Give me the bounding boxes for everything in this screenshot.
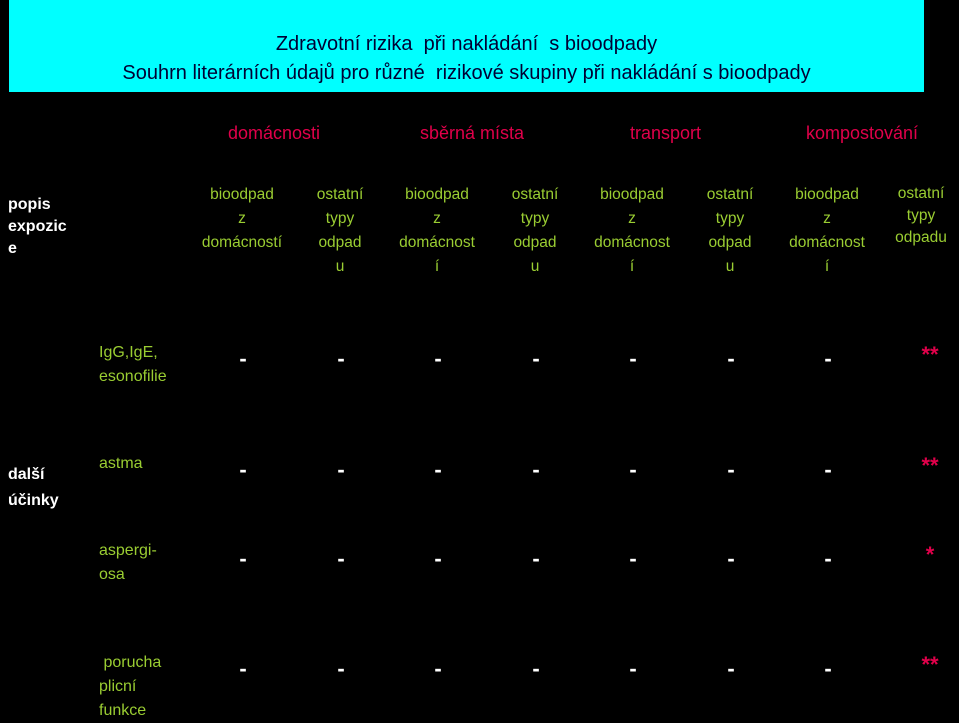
popis-line: e — [8, 240, 17, 257]
value-cell: - — [629, 346, 637, 371]
value-cell: - — [532, 346, 540, 371]
popis-line: popis — [8, 196, 51, 213]
value-cell: - — [434, 457, 442, 482]
col-line: í — [629, 258, 635, 275]
value-cell: - — [532, 457, 540, 482]
value-cell: - — [337, 346, 345, 371]
col-line: typy — [325, 210, 355, 227]
value-cell: - — [434, 346, 442, 371]
group-transport: transport — [630, 123, 702, 143]
col-line: u — [335, 258, 345, 275]
col-line: u — [725, 258, 735, 275]
value-cell: - — [629, 656, 637, 681]
col-line: typy — [906, 207, 936, 224]
value-cell: - — [629, 457, 637, 482]
column-header — [782, 183, 872, 279]
col-line: odpad — [513, 234, 557, 251]
column-header — [490, 183, 580, 279]
effect-line: aspergi- — [99, 542, 157, 559]
effect-line: IgG,IgE, — [99, 344, 158, 361]
value-cell: - — [239, 656, 247, 681]
effect-line: plicní — [99, 678, 137, 695]
col-line: domácnost — [399, 234, 475, 251]
value-cell: - — [727, 346, 735, 371]
value-cell: - — [727, 656, 735, 681]
col-line: domácnost — [789, 234, 865, 251]
col-line: odpad — [708, 234, 752, 251]
significance-marker: * — [925, 542, 935, 567]
col-line: ostatní — [316, 186, 364, 203]
column-header — [587, 183, 677, 279]
value-cell: - — [337, 457, 345, 482]
value-cell: - — [727, 457, 735, 482]
value-cell: - — [824, 457, 832, 482]
col-line: z — [628, 210, 636, 227]
effect-line: funkce — [99, 702, 147, 719]
value-cell: - — [434, 656, 442, 681]
col-line: odpadu — [895, 229, 947, 246]
column-header — [295, 183, 385, 279]
group-kompostovani: kompostování — [806, 123, 919, 143]
effect-label — [99, 539, 157, 587]
col-line: z — [823, 210, 831, 227]
column-header — [197, 183, 287, 255]
row-label-dalsi-ucinky — [8, 462, 59, 514]
effect-label — [99, 651, 161, 723]
dalsi-line: účinky — [8, 492, 59, 509]
column-header — [392, 183, 482, 279]
value-cell: - — [434, 546, 442, 571]
main-title: Zdravotní rizika při nakládání s bioodpady — [275, 33, 658, 55]
value-cell: - — [824, 346, 832, 371]
row-label-popis-expozice — [8, 194, 67, 260]
significance-marker: ** — [921, 342, 939, 367]
significance-marker: ** — [921, 453, 939, 478]
column-header — [685, 183, 775, 279]
value-cell: - — [532, 546, 540, 571]
subtitle: Souhrn literárních údajů pro různé rizikové skupiny při nakládání s bioodpady — [122, 62, 811, 84]
col-line: typy — [520, 210, 550, 227]
value-cell: - — [337, 656, 345, 681]
effect-line: esonofilie — [99, 368, 167, 385]
value-cell: - — [239, 546, 247, 571]
col-line: bioodpad — [210, 186, 274, 203]
value-cell: - — [532, 656, 540, 681]
col-line: domácnost — [594, 234, 670, 251]
col-line: ostatní — [897, 185, 945, 202]
value-cell: - — [337, 546, 345, 571]
effect-line: porucha — [99, 654, 162, 671]
value-cell: - — [239, 457, 247, 482]
col-line: í — [434, 258, 440, 275]
value-cell: - — [824, 656, 832, 681]
col-line: u — [530, 258, 540, 275]
col-line: ostatní — [706, 186, 754, 203]
col-line: bioodpad — [405, 186, 469, 203]
effect-line: astma — [99, 455, 143, 472]
col-line: domácností — [201, 234, 283, 251]
value-cell: - — [727, 546, 735, 571]
dalsi-line: další — [8, 466, 45, 483]
col-line: z — [238, 210, 246, 227]
group-domacnosti: domácnosti — [228, 123, 321, 143]
value-cell: - — [629, 546, 637, 571]
col-line: typy — [715, 210, 745, 227]
significance-marker: ** — [921, 652, 939, 677]
value-cell: - — [239, 346, 247, 371]
col-line: odpad — [318, 234, 362, 251]
col-line: bioodpad — [600, 186, 664, 203]
group-sberna-mista: sběrná místa — [420, 123, 525, 143]
title-box — [8, 0, 925, 92]
col-line: bioodpad — [795, 186, 859, 203]
popis-line: expozic — [8, 218, 67, 235]
column-header — [884, 183, 958, 249]
col-line: z — [433, 210, 441, 227]
effect-label — [99, 341, 167, 389]
value-cell: - — [824, 546, 832, 571]
effect-label — [99, 452, 143, 476]
col-line: í — [824, 258, 830, 275]
effect-line: osa — [99, 566, 125, 583]
col-line: ostatní — [511, 186, 559, 203]
